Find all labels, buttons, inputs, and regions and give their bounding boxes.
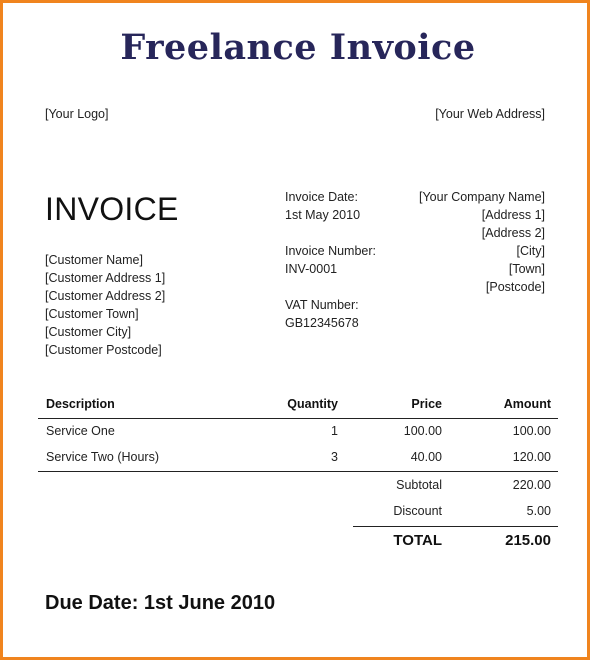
company-city: [City]	[516, 244, 545, 258]
total-row	[353, 532, 558, 552]
company-address-block	[419, 188, 545, 296]
header-quantity: Quantity	[287, 397, 338, 411]
customer-name: [Customer Name]	[45, 253, 143, 267]
customer-address-2: [Customer Address 2]	[45, 289, 166, 303]
vat-number-label: VAT Number:	[285, 298, 359, 312]
table-row	[38, 450, 558, 470]
header-description: Description	[46, 397, 115, 411]
customer-town: [Customer Town]	[45, 307, 139, 321]
row-price: 100.00	[403, 424, 442, 438]
subtotal-value: 220.00	[512, 478, 551, 492]
table-divider	[38, 471, 558, 472]
row-description: Service Two (Hours)	[46, 450, 159, 464]
invoice-heading: INVOICE	[45, 191, 179, 227]
discount-row	[353, 504, 558, 524]
row-quantity: 3	[331, 450, 338, 464]
web-address-placeholder: [Your Web Address]	[435, 107, 545, 121]
table-header	[38, 397, 558, 419]
header-amount: Amount	[503, 397, 551, 411]
customer-postcode: [Customer Postcode]	[45, 343, 162, 357]
row-amount: 100.00	[512, 424, 551, 438]
company-name: [Your Company Name]	[419, 190, 545, 204]
company-town: [Town]	[508, 262, 545, 276]
customer-address-block	[45, 251, 165, 359]
header-price: Price	[411, 397, 442, 411]
total-value: 215.00	[505, 532, 551, 549]
company-address-1: [Address 1]	[481, 208, 545, 222]
vat-number-value: GB12345678	[285, 316, 359, 330]
customer-city: [Customer City]	[45, 325, 132, 339]
logo-placeholder: [Your Logo]	[45, 107, 109, 121]
discount-value: 5.00	[526, 504, 551, 518]
discount-label: Discount	[393, 504, 442, 518]
row-description: Service One	[46, 424, 115, 438]
company-postcode: [Postcode]	[485, 280, 545, 294]
company-address-2: [Address 2]	[481, 226, 545, 240]
invoice-number-value: INV-0001	[285, 262, 338, 276]
invoice-date-label: Invoice Date:	[285, 190, 358, 204]
total-divider	[353, 526, 558, 527]
row-amount: 120.00	[512, 450, 551, 464]
total-label: TOTAL	[393, 532, 442, 549]
row-price: 40.00	[410, 450, 442, 464]
invoice-date-value: 1st May 2010	[285, 208, 361, 222]
invoice-meta	[285, 188, 376, 332]
subtotal-row	[353, 478, 558, 498]
invoice-number-label: Invoice Number:	[285, 244, 377, 258]
table-row	[38, 424, 558, 444]
row-quantity: 1	[331, 424, 338, 438]
page-title: Freelance Invoice	[120, 27, 476, 68]
subtotal-label: Subtotal	[396, 478, 442, 492]
customer-address-1: [Customer Address 1]	[45, 271, 166, 285]
due-date: Due Date: 1st June 2010	[45, 592, 276, 614]
